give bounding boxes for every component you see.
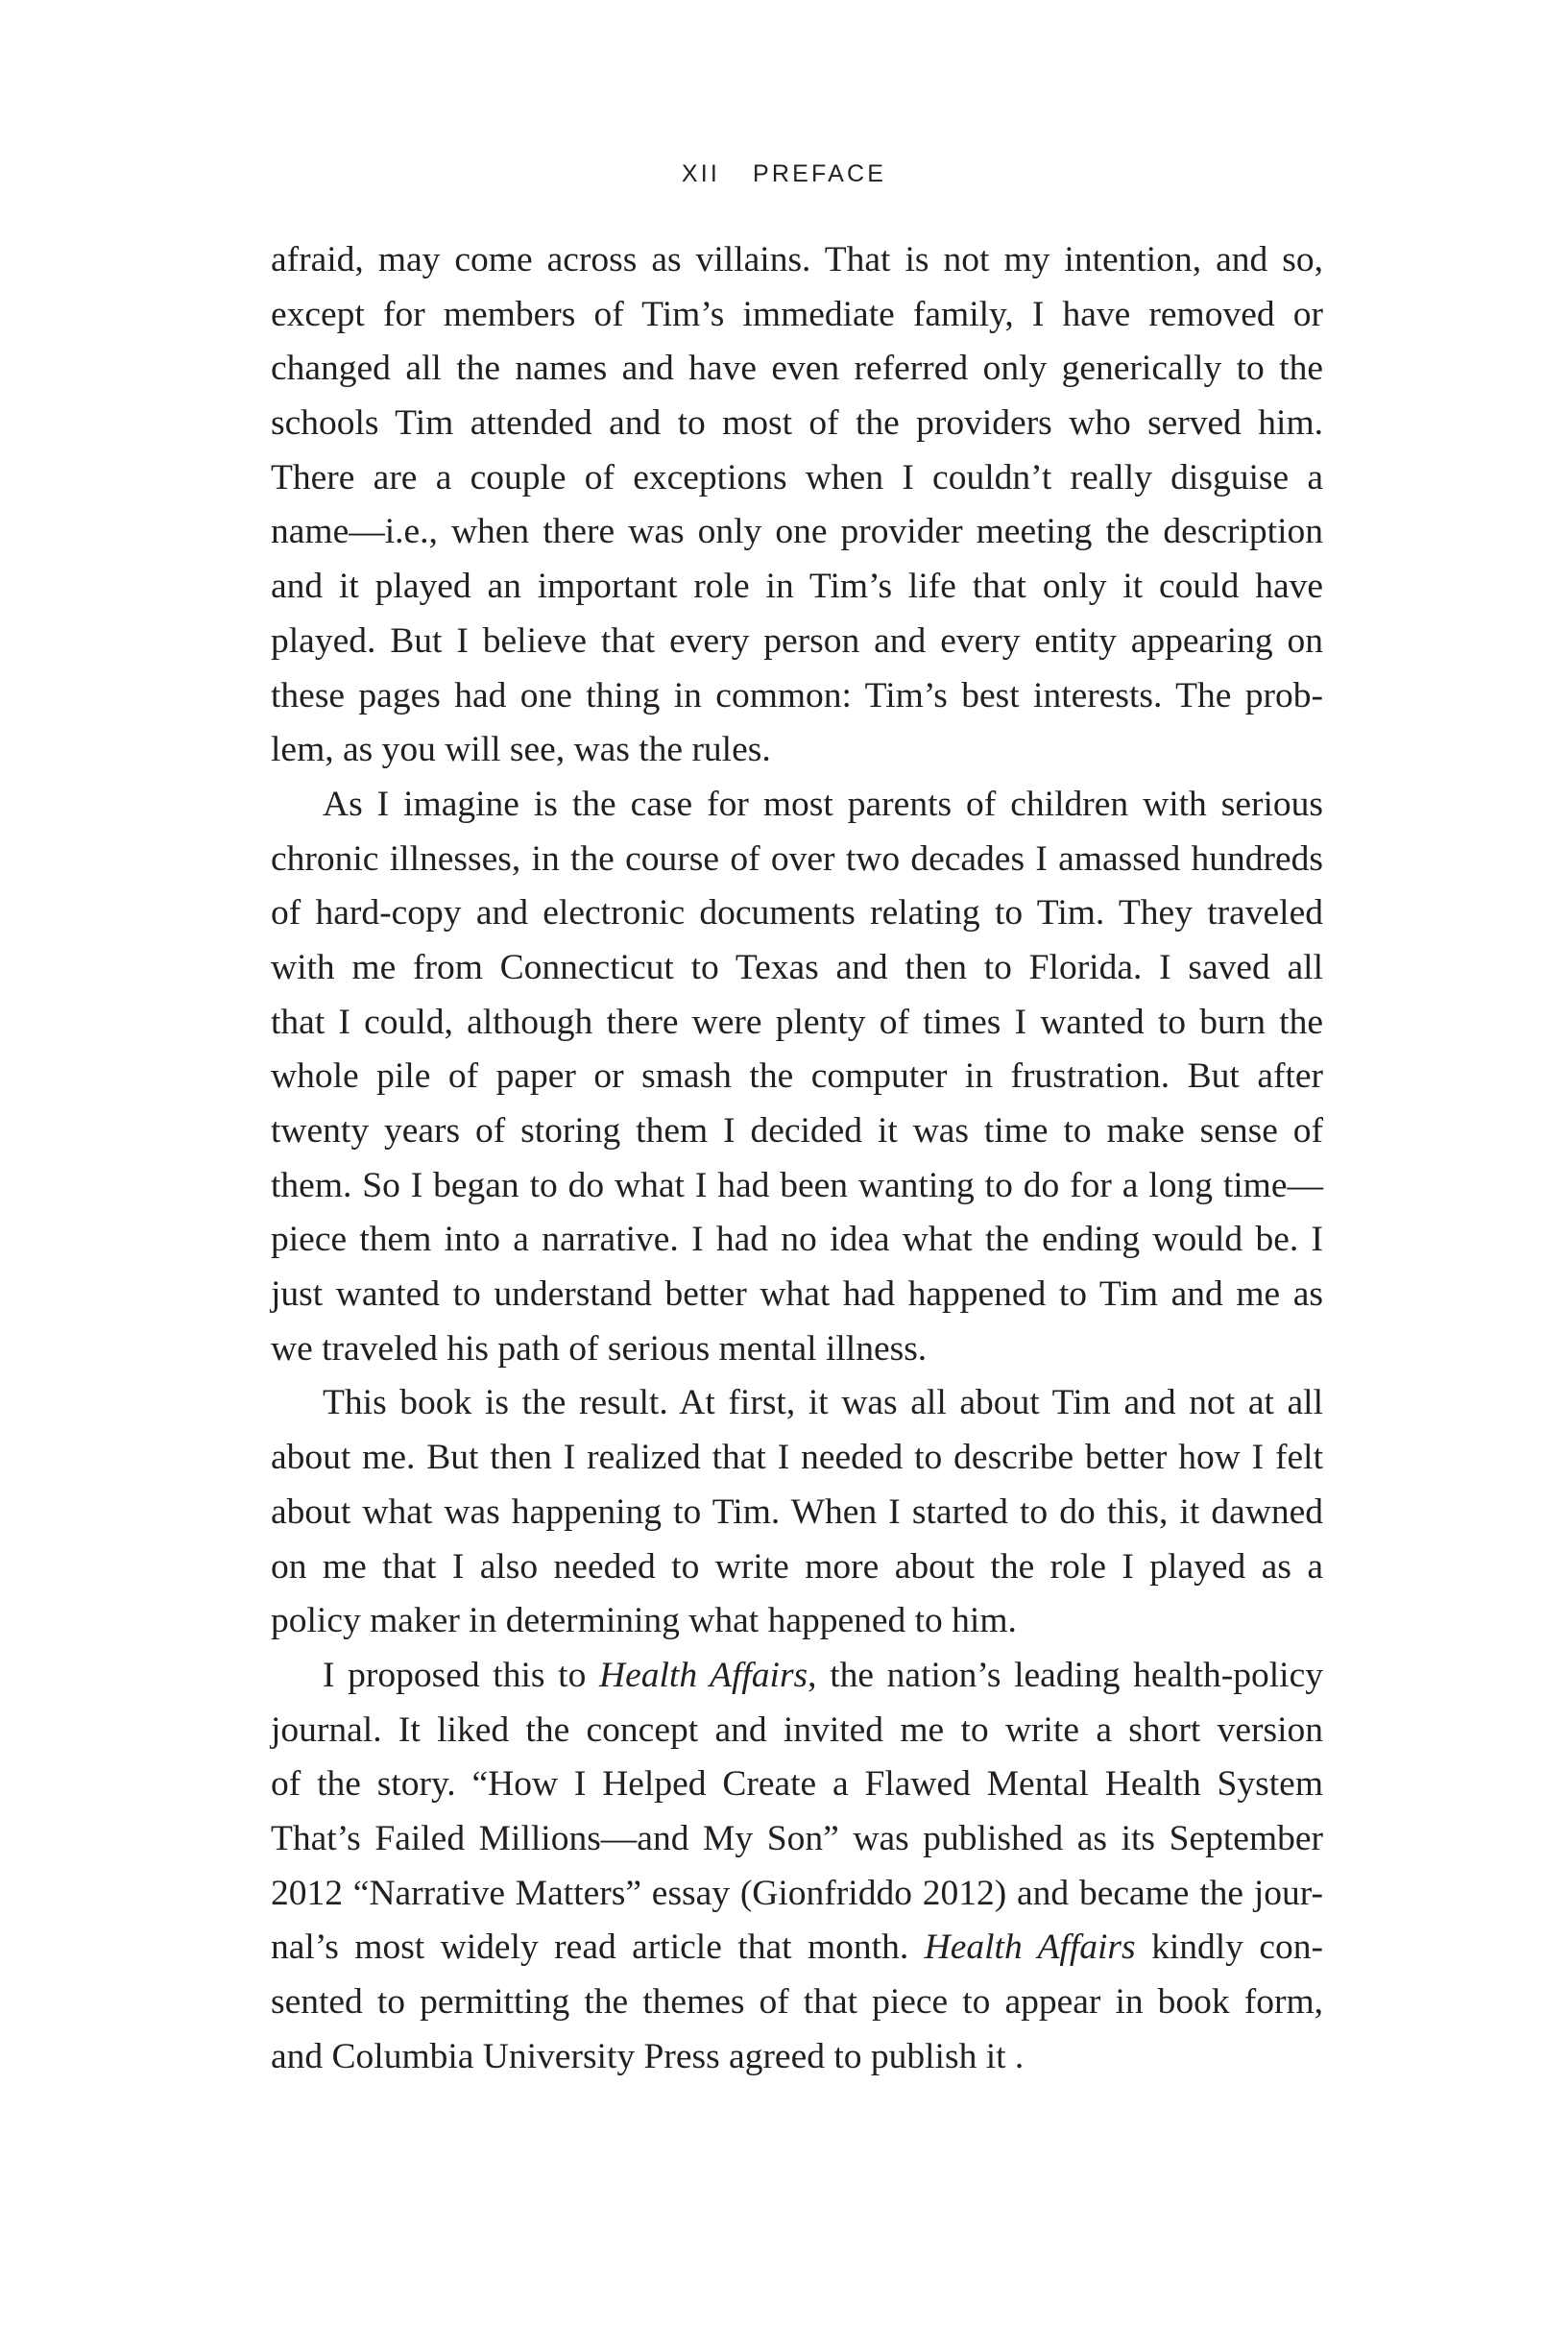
text-run: nal’s most widely read article that month.: [271, 1928, 925, 1968]
text-line: [271, 1704, 1323, 1758]
text-run: sented to permitting the themes of that piece to appear in book form,: [271, 1982, 1323, 2022]
text-run: these pages had one thing in common: Tim’s best interests. The prob-: [271, 675, 1323, 715]
text-run: about me. But then I realized that I needed to describe better how I felt: [271, 1438, 1323, 1478]
text-run: we traveled his path of serious mental illness.: [271, 1328, 928, 1369]
text-line: [271, 778, 1323, 833]
text-line: [271, 451, 1323, 506]
text-run: afraid, may come across as villains. That is not my intention, and so,: [271, 240, 1323, 279]
paragraph: [271, 778, 1323, 1377]
text-line: [271, 1486, 1323, 1540]
body-text: [271, 233, 1323, 2084]
paragraph: [271, 233, 1323, 778]
italic-title: Health Affairs: [599, 1655, 808, 1695]
text-line: [271, 1812, 1323, 1867]
text-run: whole pile of paper or smash the computer in frustration. But after: [271, 1056, 1323, 1097]
text-run: twenty years of storing them I decided it was time to make sense of: [271, 1111, 1323, 1151]
text-run: just wanted to understand better what had happened to Tim and me as: [271, 1274, 1323, 1315]
text-line: [271, 941, 1323, 996]
text-run: of hard-copy and electronic documents relating to Tim. They traveled: [271, 893, 1323, 934]
text-line: [271, 560, 1323, 615]
text-line: [271, 833, 1323, 887]
running-head: [0, 157, 1568, 191]
text-run: played. But I believe that every person and every entity appearing on: [271, 620, 1323, 661]
text-line: [271, 233, 1323, 288]
text-line: [271, 1268, 1323, 1322]
text-run: piece them into a narrative. I had no idea what the ending would be. I: [271, 1220, 1323, 1260]
text-run: changed all the names and have even referred only generically to the: [271, 349, 1323, 389]
text-run: kindly con-: [1135, 1928, 1323, 1968]
text-line: [271, 996, 1323, 1051]
text-run: with me from Connecticut to Texas and then to Florida. I saved all: [271, 947, 1323, 987]
text-line: [271, 505, 1323, 560]
text-line: [271, 1867, 1323, 1922]
text-run: I proposed this to: [323, 1655, 599, 1695]
section-title: PREFACE: [753, 160, 887, 187]
paragraph: [271, 1649, 1323, 2085]
text-line: [271, 1376, 1323, 1431]
text-run: As I imagine is the case for most parents of children with serious: [323, 784, 1323, 824]
text-line: [271, 1431, 1323, 1486]
text-run: , the nation’s leading health-policy: [808, 1655, 1323, 1695]
text-run: of the story. “How I Helped Create a Flawed Mental Health System: [271, 1764, 1323, 1805]
text-line: [271, 1976, 1323, 2030]
text-run: policy maker in determining what happened to him.: [271, 1601, 1017, 1641]
text-run: This book is the result. At first, it was all about Tim and not at all: [323, 1383, 1323, 1423]
text-run: There are a couple of exceptions when I couldn’t really disguise a: [271, 457, 1323, 497]
text-run: name—i.e., when there was only one provider meeting the description: [271, 512, 1323, 552]
text-line: [271, 1758, 1323, 1812]
page-number: XII: [681, 160, 721, 187]
text-line: [271, 1159, 1323, 1214]
text-run: That’s Failed Millions—and My Son” was published as its September: [271, 1818, 1323, 1858]
text-run: lem, as you will see, was the rules.: [271, 730, 771, 770]
text-line: [271, 669, 1323, 724]
text-run: except for members of Tim’s immediate family, I have removed or: [271, 294, 1323, 334]
text-line: [271, 1540, 1323, 1595]
text-run: them. So I began to do what I had been wanting to do for a long time—: [271, 1165, 1323, 1205]
text-line: [271, 1050, 1323, 1104]
text-run: and it played an important role in Tim’s life that only it could have: [271, 567, 1323, 607]
text-line: [271, 1104, 1323, 1159]
text-line: [271, 397, 1323, 451]
text-line: [271, 288, 1323, 343]
text-line: [271, 723, 1323, 778]
text-run: 2012 “Narrative Matters” essay (Gionfriddo 2012) and became the jour-: [271, 1873, 1323, 1913]
text-line: [271, 1649, 1323, 1704]
text-line: [271, 1213, 1323, 1268]
text-run: schools Tim attended and to most of the providers who served him.: [271, 403, 1323, 444]
text-run: about what was happening to Tim. When I started to do this, it dawned: [271, 1491, 1323, 1532]
text-line: [271, 1322, 1323, 1377]
paragraph: [271, 1376, 1323, 1648]
text-line: [271, 886, 1323, 941]
text-run: and Columbia University Press agreed to publish it .: [271, 2036, 1025, 2076]
text-line: [271, 2030, 1323, 2085]
text-run: chronic illnesses, in the course of over two decades I amassed hundreds: [271, 838, 1323, 879]
text-line: [271, 1594, 1323, 1649]
text-run: journal. It liked the concept and invited me to write a short version: [271, 1709, 1323, 1750]
text-line: [271, 615, 1323, 669]
text-run: that I could, although there were plenty of times I wanted to burn the: [271, 1002, 1323, 1042]
italic-title: Health Affairs: [924, 1928, 1136, 1968]
text-run: on me that I also needed to write more about the role I played as a: [271, 1546, 1323, 1587]
text-line: [271, 342, 1323, 397]
text-line: [271, 1921, 1323, 1976]
